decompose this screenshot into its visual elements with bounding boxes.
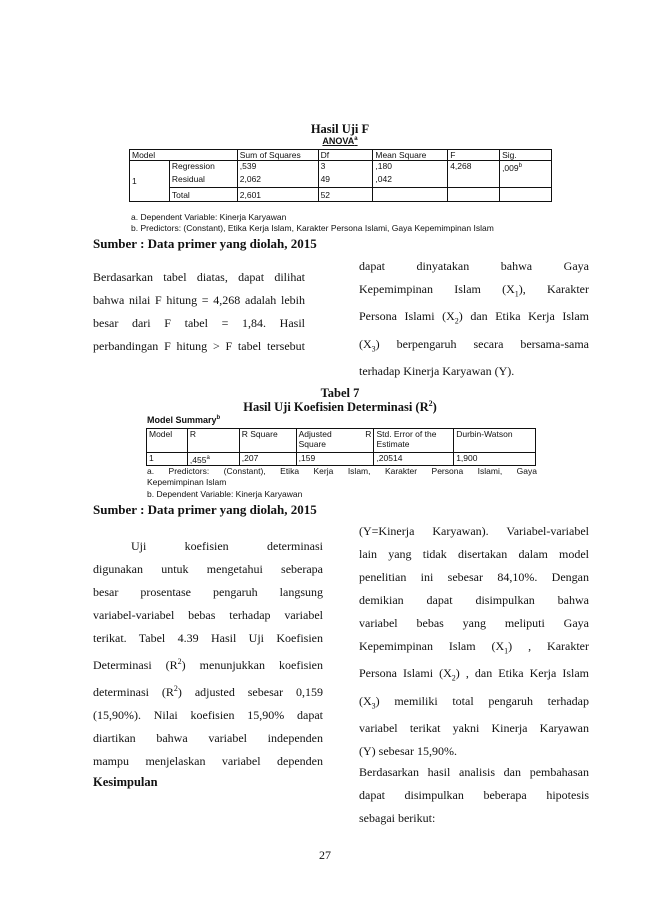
paragraph-right-1 <box>359 255 589 383</box>
table7-label: Tabel 7 <box>320 386 360 400</box>
text-line: determinasi $(R^2)$ adjusted sebesar 0,159 <box>93 684 323 699</box>
cell-sig <box>500 161 552 174</box>
text-line: diartikan bahwa variabel independen <box>93 731 323 745</box>
cell-durbin-watson: 1,900 <box>454 453 536 466</box>
text-line: Persona Islami $(X_2)$ , dan Etika Kerja Islam <box>359 666 589 683</box>
cell-sig <box>500 188 552 202</box>
text-line: variabel terikat yakni Kinerja Karyawan <box>359 721 589 736</box>
text-line: terikat. Tabel 4.39 Hasil Uji Koefisien <box>93 631 323 645</box>
col-adjusted-r-square: Adjusted R Square <box>296 429 374 453</box>
summary-note-a1: a. Predictors: (Constant), Etika Kerja Islam, Karakter Persona Islami, Gaya <box>147 466 537 476</box>
col-model: Model <box>147 429 188 453</box>
col-std-error: Std. Error of the Estimate <box>374 429 454 453</box>
text-line: variabel-variabel bebas terhadap variabel <box>93 608 323 622</box>
cell-ss: 2,601 <box>237 188 318 202</box>
cell-f <box>448 188 500 202</box>
cell-ss: ,539 <box>237 161 318 174</box>
text-line: besar prosentase pengaruh langsung <box>93 585 323 599</box>
model-summary-mark: b <box>216 415 221 421</box>
text-line: (Y=Kinerja Karyawan). Variabel-variabel <box>359 524 589 538</box>
cell-sig <box>500 174 552 188</box>
text-line: Uji koefisien determinasi <box>131 539 323 553</box>
anova-table <box>129 149 552 202</box>
table-row <box>130 188 552 202</box>
text-line: terhadap Kinerja Karyawan (Y). <box>359 364 515 379</box>
cell-model: 1 <box>147 453 188 466</box>
table7-title: Hasil Uji Koefisien Determinasi $(R^2)$ <box>243 399 437 415</box>
cell-f: 4,268 <box>448 161 500 174</box>
text-line: Kepemimpinan Islam $(X_1)$ , Karakter <box>359 639 589 656</box>
source-note: Sumber : Data primer yang diolah, 2015 <box>93 236 317 251</box>
sig-mark: b <box>518 163 522 169</box>
paragraph-left-2 <box>93 535 323 773</box>
paragraph-right-2 <box>359 520 589 763</box>
cell-r-square: ,207 <box>239 453 296 466</box>
col-f: F <box>448 150 500 161</box>
col-sum-squares: Sum of Squares <box>237 150 318 161</box>
model-summary-table <box>146 428 536 466</box>
col-mean-square: Mean Square <box>373 150 448 161</box>
anova-title: ANOVA <box>322 136 355 146</box>
text-line: Persona Islami $(X_2)$ dan Etika Kerja Islam <box>359 309 589 326</box>
model-summary-heading <box>147 415 220 425</box>
uji-f-title: Hasil Uji F <box>310 122 370 136</box>
paragraph-right-3 <box>359 761 589 830</box>
page-number: 27 <box>319 848 331 862</box>
text-line: perbandingan F hitung > F tabel tersebut <box>93 339 305 353</box>
text-line: demikian dapat disimpulkan bahwa <box>359 593 589 607</box>
cell-ss: 2,062 <box>237 174 318 188</box>
text-line: bahwa nilai F hitung = 4,268 adalah lebih <box>93 293 305 307</box>
text-line: lain yang tidak disertakan dalam model <box>359 547 589 561</box>
text-line: besar dari F tabel = 1,84. Hasil <box>93 316 305 330</box>
table-row <box>147 453 536 466</box>
text-line: variabel bebas yang meliputi Gaya <box>359 616 589 630</box>
model-summary-title: Model Summary <box>147 415 217 425</box>
anova-header-row <box>130 150 552 161</box>
summary-header-row <box>147 429 536 453</box>
text-line: Kepemimpinan Islam $(X_1)$, Karakter <box>359 282 590 299</box>
col-r: R <box>187 429 239 453</box>
text-line: (15,90%). Nilai koefisien 15,90% dapat <box>93 708 323 722</box>
col-durbin-watson: Durbin-Watson <box>454 429 536 453</box>
cell-ms: ,180 <box>373 161 448 174</box>
row-label: Regression <box>169 161 237 174</box>
cell-ms: ,042 <box>373 174 448 188</box>
col-sig: Sig. <box>500 150 552 161</box>
cell-r: ,455$^a$ <box>187 453 239 466</box>
cell-df: 52 <box>318 188 373 202</box>
summary-note-a2: Kepemimpinan Islam <box>147 477 227 487</box>
col-model: Model <box>130 150 238 161</box>
text-line: dapat dinyatakan bahwa Gaya <box>359 259 589 273</box>
source-note-2: Sumber : Data primer yang diolah, 2015 <box>93 502 317 517</box>
text-line: penelitian ini sebesar 84,10%. Dengan <box>359 570 589 584</box>
heading-kesimpulan: Kesimpulan <box>93 775 158 789</box>
text-line: (Y) sebesar 15,90%. <box>359 744 457 759</box>
text-line: Berdasarkan tabel diatas, dapat dilihat <box>93 270 305 284</box>
text-line: Determinasi $(R^2)$ menunjukkan koefisien <box>93 657 323 672</box>
text-line: $(X_3)$ memiliki total pengaruh terhadap <box>359 693 589 711</box>
anova-note-a: a. Dependent Variable: Kinerja Karyawan <box>131 212 287 222</box>
anova-mark: a <box>354 136 358 142</box>
table-row <box>130 161 552 174</box>
cell-adjusted: ,159 <box>296 453 374 466</box>
cell-std-error: ,20514 <box>374 453 454 466</box>
text-line: $(X_3)$ berpengaruh secara bersama-sama <box>359 336 589 354</box>
anova-note-b: b. Predictors: (Constant), Etika Kerja Islam, Karakter Persona Islami, Gaya Kepemimpinan Islam <box>131 223 494 233</box>
text-line: digunakan untuk mengetahui seberapa <box>93 562 323 576</box>
text-line: sebagai berikut: <box>359 811 436 825</box>
table-row <box>130 174 552 188</box>
col-df: Df <box>318 150 373 161</box>
row-label: Total <box>169 188 237 202</box>
anova-heading <box>300 136 380 146</box>
row-label: Residual <box>169 174 237 188</box>
text-line: Berdasarkan hasil analisis dan pembahasan <box>359 765 589 779</box>
model-cell: 1 <box>130 161 170 202</box>
sig-value: ,009 <box>502 162 519 173</box>
cell-df: 49 <box>318 174 373 188</box>
cell-ms <box>373 188 448 202</box>
cell-df: 3 <box>318 161 373 174</box>
paragraph-left-1 <box>93 266 305 358</box>
summary-note-b: b. Dependent Variable: Kinerja Karyawan <box>147 489 303 499</box>
cell-f <box>448 174 500 188</box>
text-line: dapat disimpulkan beberapa hipotesis <box>359 788 589 802</box>
text-line: mampu menjelaskan variabel dependen <box>93 754 323 768</box>
col-r-square: R Square <box>239 429 296 453</box>
